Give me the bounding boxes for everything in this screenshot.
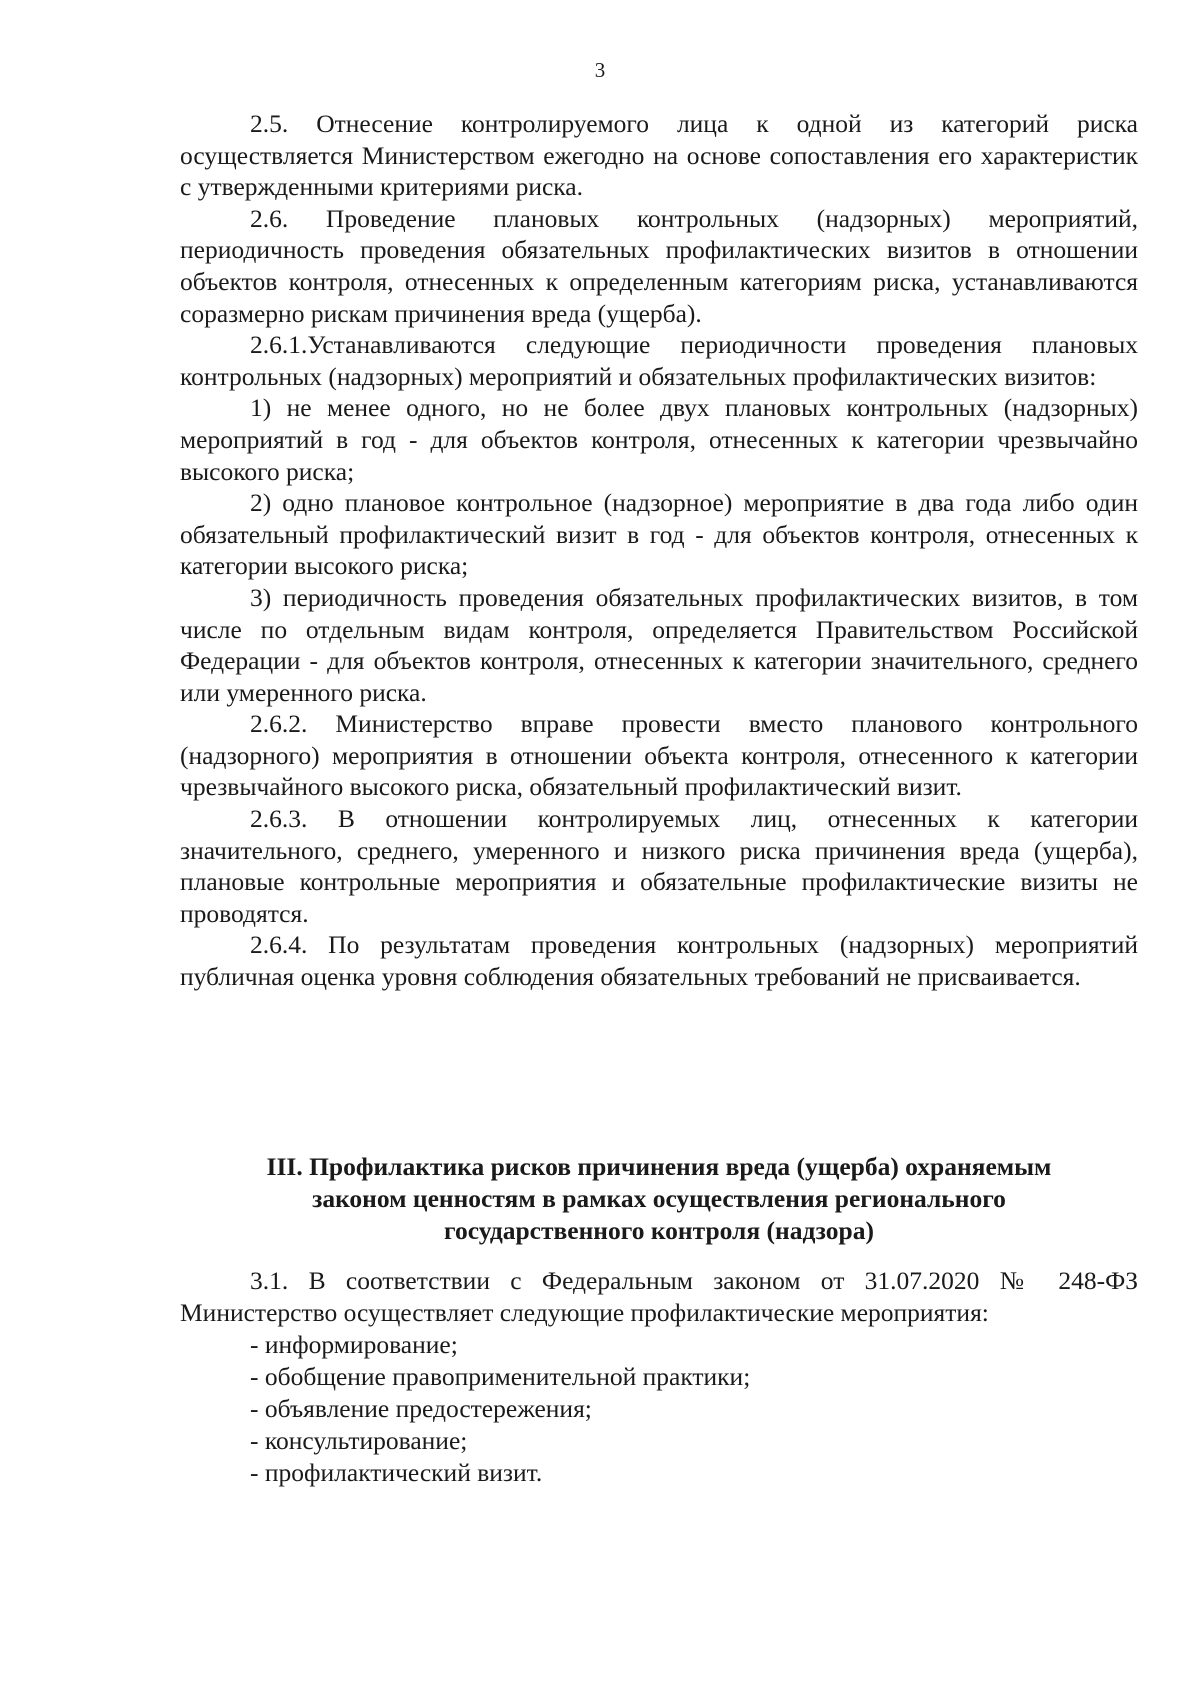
paragraph-2-6-1: 2.6.1.Устанавливаются следующие периодичности проведения плановых контрольных (надзорных) мероприятий и обязательных профилактических визитов: bbox=[180, 330, 1138, 391]
paragraph-2-5: 2.5. Отнесение контролируемого лица к одной из категорий риска осуществляется Министерством ежегодно на основе сопоставления его характеристик с утвержденными критериями риска. bbox=[180, 109, 1138, 202]
paragraph-item-3: 3) периодичность проведения обязательных профилактических визитов, в том числе по отдельным видам контроля, определяется Правительством Российской Федерации - для объектов контроля, отнесенных к категории значительного, среднего или умеренного риска. bbox=[180, 582, 1138, 707]
list-item: - обобщение правоприменительной практики; bbox=[250, 1362, 751, 1391]
section-body bbox=[180, 1265, 1138, 1489]
section-heading bbox=[180, 1151, 1138, 1247]
paragraph-3-1: 3.1. В соответствии с Федеральным законом от 31.07.2020 № 248-ФЗ Министерство осуществляет следующие профилактические мероприятия: bbox=[180, 1266, 1138, 1327]
measures-list bbox=[180, 1329, 1138, 1489]
paragraph-2-6-3: 2.6.3. В отношении контролируемых лиц, отнесенных к категории значительного, среднего, умеренного и низкого риска причинения вреда (ущерба), плановые контрольные мероприятия и обязательные профилактические визиты не проводятся. bbox=[180, 804, 1138, 928]
paragraph-2-6: 2.6. Проведение плановых контрольных (надзорных) мероприятий, периодичность проведения обязательных профилактических визитов в отношении объектов контроля, отнесенных к определенным категориям риска, устанавливаются соразмерно рискам причинения вреда (ущерба). bbox=[180, 203, 1138, 328]
section-heading-line: III. Профилактика рисков причинения вреда (ущерба) охраняемым bbox=[266, 1152, 1052, 1181]
list-item: - объявление предостережения; bbox=[250, 1394, 592, 1423]
paragraph-item-2: 2) одно плановое контрольное (надзорное) мероприятие в два года либо один обязательный профилактический визит в год - для объектов контроля, отнесенных к категории высокого риска; bbox=[180, 488, 1138, 581]
section-heading-line: законом ценностям в рамках осуществления регионального bbox=[312, 1184, 1006, 1213]
page-number: 3 bbox=[594, 58, 606, 82]
section-heading-line: государственного контроля (надзора) bbox=[444, 1216, 874, 1245]
list-item: - профилактический визит. bbox=[250, 1458, 543, 1487]
paragraph-2-6-4: 2.6.4. По результатам проведения контрольных (надзорных) мероприятий публичная оценка уровня соблюдения обязательных требований не присваивается. bbox=[180, 930, 1138, 992]
paragraph-item-1: 1) не менее одного, но не более двух плановых контрольных (надзорных) мероприятий в год - для объектов контроля, отнесенных к категории чрезвычайно высокого риска; bbox=[180, 393, 1138, 486]
document-body bbox=[180, 108, 1138, 993]
paragraph-2-6-2: 2.6.2. Министерство вправе провести вместо планового контрольного (надзорного) мероприятия в отношении объекта контроля, отнесенного к категории чрезвычайного высокого риска, обязательный профилактический визит. bbox=[180, 709, 1138, 802]
list-item: - информирование; bbox=[250, 1330, 458, 1359]
list-item: - консультирование; bbox=[250, 1426, 468, 1455]
